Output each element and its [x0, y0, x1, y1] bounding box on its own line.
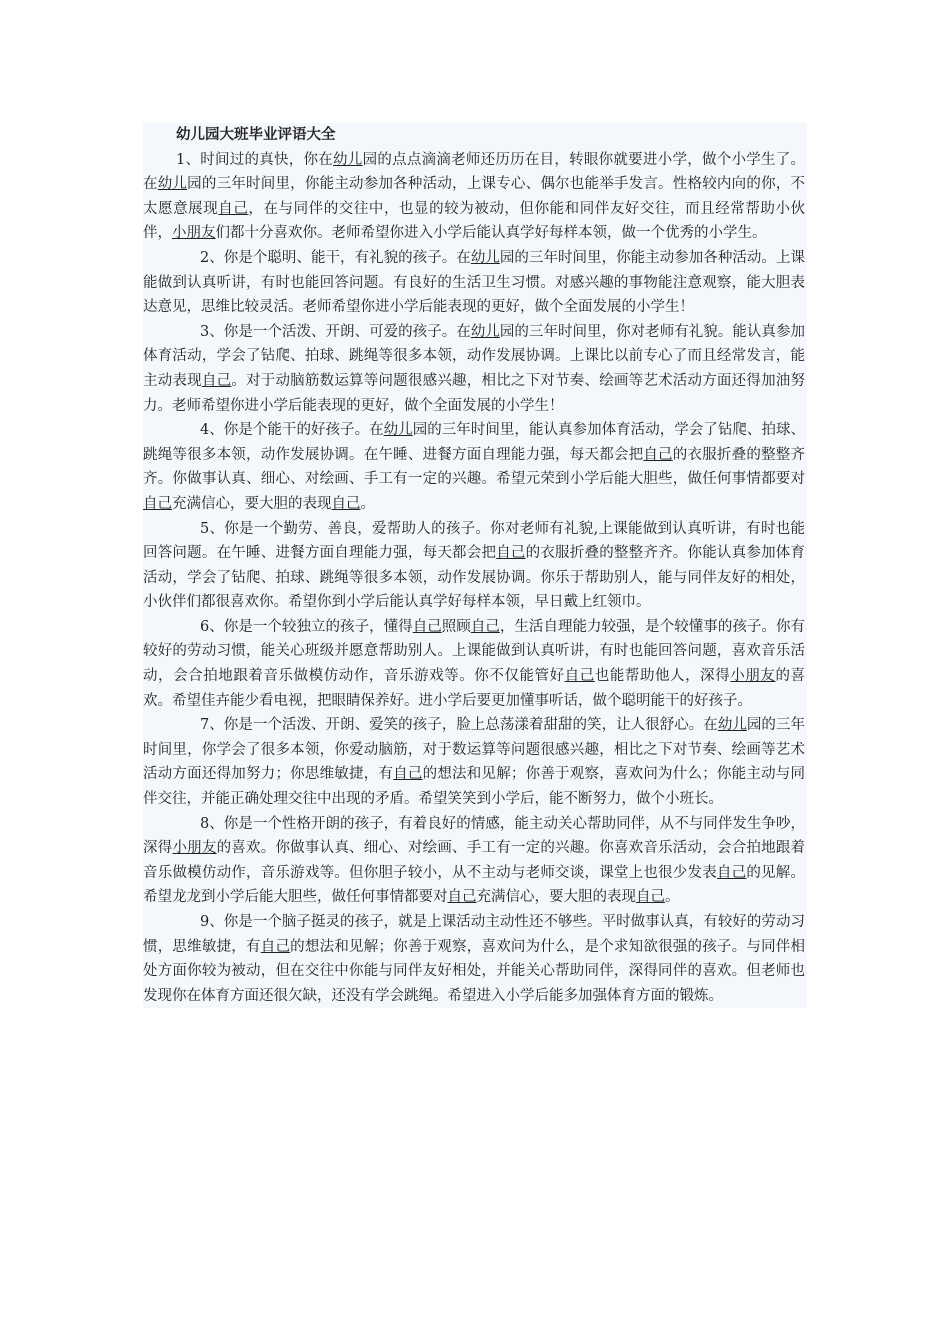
keyword-link[interactable]: 自己 — [218, 200, 249, 217]
paragraph-text: 的喜欢。你做事认真、细心、对绘画、手工有一定的兴趣。你喜欢音乐活动，会合拍地跟着音乐做模仿动作，音乐游戏等。但你胆子较小，从不主动与老师交谈，课堂上也很少发表 — [143, 840, 806, 881]
keyword-link[interactable]: 自己 — [636, 889, 665, 906]
paragraph-text: 1、时间过的真快，你在 — [176, 151, 334, 168]
comment-paragraph — [143, 246, 807, 320]
keyword-link[interactable]: 自己 — [260, 938, 291, 955]
comment-paragraph — [143, 517, 807, 615]
paragraph-text: 5、你是一个勤劳、善良，爱帮助人的孩子。你对老师有礼貌,上课能做到认真听讲，有时也能回答问题。在午睡、进餐方面自理能力强，每天都会把 — [143, 520, 805, 562]
paragraph-text: 充满信心，要大胆的表现 — [476, 889, 636, 906]
keyword-link[interactable]: 幼儿 — [157, 176, 188, 193]
paragraph-text: 的想法和见解；你善于观察，喜欢问为什么；你能主动与同伴交往，并能正确处理交往中出现的矛盾。希望笑笑到小学后，能不断努力，做个小班长。 — [143, 766, 806, 808]
keyword-link[interactable]: 自己 — [643, 446, 673, 463]
paragraph-text: 7、你是一个活泼、开朗、爱笑的孩子，脸上总荡漾着甜甜的笑，让人很舒心。在 — [200, 717, 718, 734]
keyword-link[interactable]: 自己 — [201, 372, 232, 389]
paragraph-text: 。 — [665, 889, 680, 906]
paragraph-text: ，生活自理能力较强，是个较懂事的孩子。你有较好的劳动习惯，能关心班级并愿意帮助别人。上课能做到认真听讲，有时也能回答问题，喜欢音乐活动，会合拍地跟着音乐做模仿动作，音乐游戏等。你不仅能管好 — [143, 618, 805, 685]
paragraph-text: 3、你是一个活泼、开朗、可爱的孩子。在 — [200, 323, 471, 340]
paragraph-text: 9、你是一个脑子挺灵的孩子，就是上课活动主动性还不够些。平时做事认真，有较好的劳动习惯，思维敏捷，有 — [143, 914, 805, 955]
comment-paragraph — [143, 418, 807, 516]
comment-paragraph — [143, 910, 807, 1008]
keyword-link[interactable]: 自己 — [447, 889, 477, 906]
paragraph-text: 园的三年时间里，你学会了很多本领，你爱动脑筋，对于数运算等问题很感兴趣，相比之下对节奏、绘画等艺术活动方面还得加努力；你思维敏捷，有 — [143, 717, 805, 783]
keyword-link[interactable]: 小朋友 — [172, 840, 217, 857]
paragraph-text: 。 — [360, 495, 375, 512]
paragraph-text: 也能帮助他人，深得 — [594, 668, 731, 685]
keyword-link[interactable]: 自己 — [564, 668, 595, 685]
keyword-link[interactable]: 幼儿 — [470, 323, 500, 340]
keyword-link[interactable]: 幼儿 — [470, 249, 500, 266]
paragraph-text: 的见解。希望龙龙到小学后能大胆些，做任何事情都要对 — [143, 864, 806, 906]
paragraph-text: 。对于动脑筋数运算等问题很感兴趣，相比之下对节奏、绘画等艺术活动方面还得加油努力。老师希望你进小学后能表现的更好，做个全面发展的小学生！ — [143, 372, 806, 414]
keyword-link[interactable]: 自己 — [393, 766, 423, 783]
keyword-link[interactable]: 自己 — [331, 495, 361, 512]
paragraph-text: 园的三年时间里，你能主动参加各种活动，上课专心、偶尔也能举手发言。性格较内向的你，不太愿意展现 — [143, 176, 806, 217]
paragraph-text: 6、你是一个较独立的孩子，懂得 — [200, 618, 413, 635]
paragraph-text: 园的三年时间里，你能主动参加各种活动。上课能做到认真听讲，有时也能回答问题。有良好的生活卫生习惯。对感兴趣的事物能注意观察，能大胆表达意见，思维比较灵活。老师希望你进小学后能表现的更好，做个全面发展的小学生！ — [143, 249, 805, 316]
paragraph-text: 的喜欢。希望佳卉能少看电视，把眼睛保养好。进小学后要更加懂事听话，做个聪明能干的好孩子。 — [143, 668, 806, 709]
paragraph-text: 2、你是个聪明、能干，有礼貌的孩子。在 — [200, 249, 471, 266]
keyword-link[interactable]: 自己 — [496, 545, 526, 562]
comment-paragraph — [143, 713, 807, 811]
keyword-link[interactable]: 自己 — [412, 618, 442, 635]
keyword-link[interactable]: 幼儿 — [717, 717, 747, 734]
keyword-link[interactable]: 幼儿 — [383, 422, 413, 439]
keyword-link[interactable]: 小朋友 — [730, 668, 776, 685]
document-title: 幼儿园大班毕业评语大全 — [176, 127, 336, 143]
paragraph-text: 8、你是一个性格开朗的孩子，有着良好的情感，能主动关心帮助同伴，从不与同伴发生争吵，深得 — [143, 815, 805, 857]
paragraph-text: ，在与同伴的交往中，也显的较为被动，但你能和同伴友好交往，而且经常帮助小伙伴， — [143, 200, 806, 242]
paragraph-text: 4、你是个能干的好孩子。在 — [200, 422, 384, 439]
comment-list — [143, 148, 807, 1009]
comment-paragraph — [143, 320, 807, 418]
paragraph-text: 园的点点滴滴老师还历历在目，转眼你就要进小学，做个小学生了。在 — [143, 151, 805, 193]
paragraph-text: 们都十分喜欢你。老师希望你进入小学后能认真学好每样本领，做一个优秀的小学生。 — [215, 225, 767, 242]
keyword-link[interactable]: 自己 — [470, 618, 500, 635]
comment-paragraph — [143, 148, 807, 246]
keyword-link[interactable]: 幼儿 — [333, 151, 363, 168]
document-page — [143, 123, 807, 1008]
paragraph-text: 园的三年时间里，你对老师有礼貌。能认真参加体育活动，学会了钻爬、拍球、跳绳等很多本领，动作发展协调。上课比以前专心了而且经常发言，能主动表现 — [143, 323, 805, 389]
keyword-link[interactable]: 小朋友 — [172, 225, 216, 242]
paragraph-text: 的衣服折叠的整整齐齐。你能认真参加体育活动，学会了钻爬、拍球、跳绳等很多本领，动作发展协调。你乐于帮助别人，能与同伴友好的相处，小伙伴们都很喜欢你。希望你到小学后能认真学好每样本领，早日戴上红领巾。 — [143, 545, 806, 611]
comment-paragraph — [143, 812, 807, 910]
paragraph-text: 的想法和见解；你善于观察，喜欢问为什么，是个求知欲很强的孩子。与同伴相处方面你较为被动，但在交往中你能与同伴友好相处，并能关心帮助同伴，深得同伴的喜欢。但老师也发现你在体育方面还很欠缺，还没有学会跳绳。希望进入小学后能多加强体育方面的锻炼。 — [143, 938, 806, 1004]
paragraph-text: 园的三年时间里，能认真参加体育活动，学会了钻爬、拍球、跳绳等很多本领，动作发展协调。在午睡、进餐方面自理能力强，每天都会把 — [143, 422, 806, 463]
paragraph-text: 充满信心，要大胆的表现 — [172, 495, 332, 512]
paragraph-text: 照顾 — [441, 618, 471, 635]
comment-paragraph — [143, 615, 807, 713]
keyword-link[interactable]: 自己 — [716, 864, 747, 881]
keyword-link[interactable]: 自己 — [143, 495, 172, 512]
paragraph-text: 的衣服折叠的整整齐齐。你做事认真、细心、对绘画、手工有一定的兴趣。希望元荣到小学后能大胆些，做任何事情都要对 — [143, 446, 806, 488]
